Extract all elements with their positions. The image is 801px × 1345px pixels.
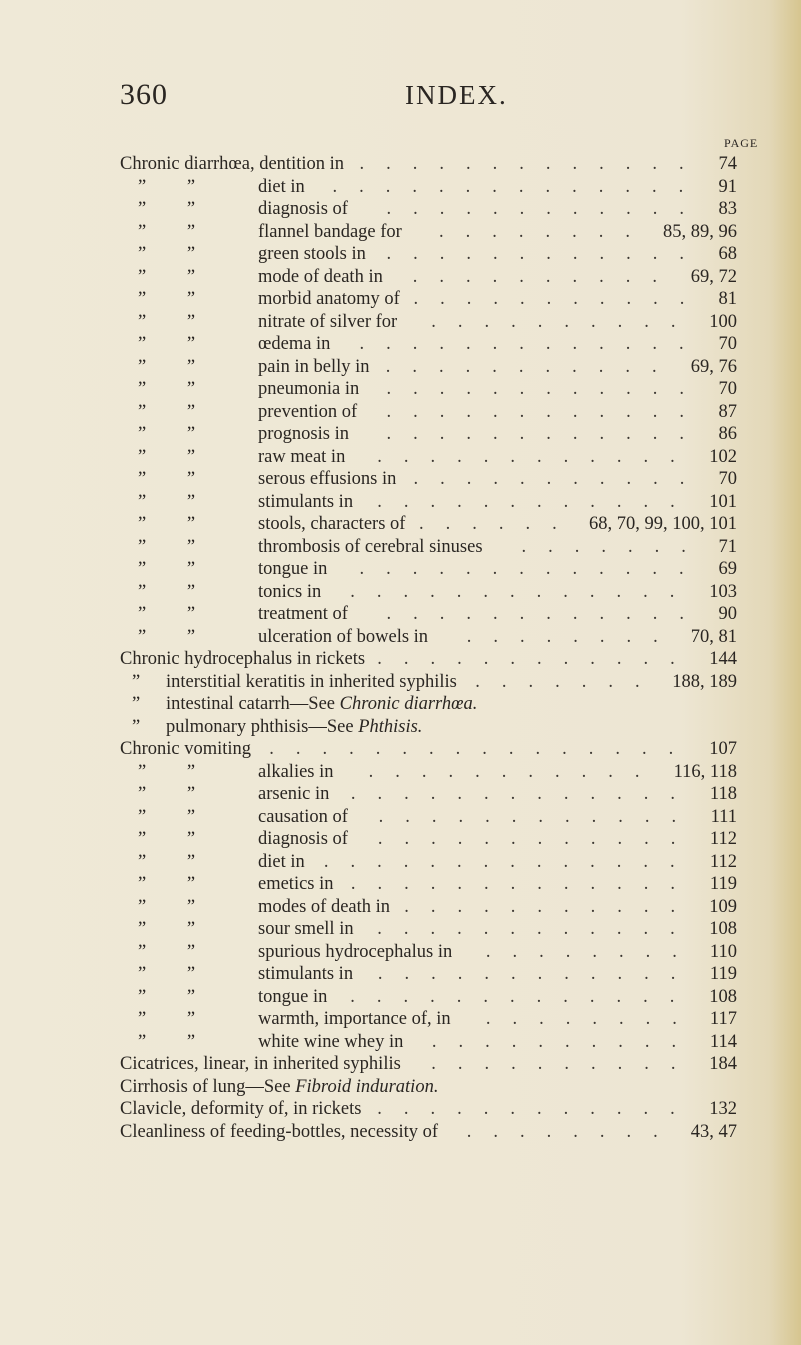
index-entry [0,378,801,401]
dot-leader: ........ [485,941,699,962]
index-entry [0,828,801,851]
entry-heading: prevention of [258,401,358,422]
entry-heading: diet in [258,176,305,197]
dot-leader: ........... [385,356,679,377]
index-entry [0,266,801,289]
entry-heading: mode of death in [258,266,383,287]
page-reference: 69 [718,559,737,579]
page-reference: 108 [709,919,737,939]
entry-heading: diagnosis of [258,829,348,849]
ditto-marks: ” ” [138,919,196,939]
ditto-marks: ” ” [138,829,196,849]
index-entry [0,738,801,761]
dot-leader: ............ [386,401,706,422]
index-entry [0,671,801,694]
dot-leader: ............ [377,964,698,984]
index-entry [0,1076,801,1099]
ditto-marks: ” ” [138,491,196,512]
ditto-marks: ” ” [138,401,196,422]
index-entry [0,693,801,716]
dot-leader: ........ [439,221,652,242]
dot-leader: .......... [412,266,679,287]
dot-leader: ............. [359,334,706,354]
index-entry [0,176,801,199]
page-reference: 70 [718,469,737,489]
page-reference: 83 [718,199,737,219]
index-entry [0,806,801,829]
page-number: 360 [120,78,168,111]
page-reference: 188, 189 [672,671,737,692]
dot-leader: ............. [350,874,698,894]
dot-leader: .......... [431,1054,698,1074]
dot-leader: ............ [386,199,706,219]
page-reference: 69, 76 [690,356,737,377]
ditto-marks: ” ” [138,1031,196,1052]
page-reference: 112 [709,829,737,849]
index-entry [0,446,801,469]
index-entry [0,401,801,424]
dot-leader: ........ [466,626,680,647]
entry-heading: interstitial keratitis in inherited syphilis [166,671,457,692]
entry-heading: tongue in [258,986,328,1007]
entry-heading: Chronic hydrocephalus in rickets [120,649,366,669]
page-column-label: PAGE [724,136,759,150]
entry-heading: morbid anatomy of [258,289,400,309]
ditto-marks: ” ” [138,424,196,444]
dot-leader: ............ [386,424,706,444]
entry-heading: pain in belly in [258,356,370,377]
index-entry [0,198,801,221]
page-reference: 86 [718,424,737,444]
entry-heading: Cirrhosis of lung—See Fibroid induration. [120,1076,439,1097]
dot-leader: ...... [419,514,579,534]
entry-heading: diet in [258,851,305,872]
ditto-marks: ” ” [138,559,196,579]
index-entry [0,333,801,356]
dot-leader: ....... [475,671,662,692]
ditto-marks: ” ” [138,176,196,197]
index-entry [0,603,801,626]
cross-reference: Chronic diarrhœa. [339,694,478,714]
index-entry [0,243,801,266]
entry-heading: flannel bandage for [258,221,402,242]
ditto-marks: ” ” [138,334,196,354]
running-head: INDEX. [405,80,508,110]
dot-leader: ........... [404,896,698,917]
index-entry [0,963,801,986]
dot-leader: ............. [350,986,697,1007]
index-entry [0,468,801,491]
page-reference: 91 [718,176,737,197]
ditto-marks: ” ” [138,514,196,534]
ditto-marks: ” ” [138,806,196,827]
entry-heading: intestinal catarrh—See Chronic diarrhœa. [166,694,478,714]
entry-heading: ulceration of bowels in [258,626,429,647]
entry-heading: alkalies in [258,761,334,782]
dot-leader: ........... [413,289,707,309]
entry-heading: emetics in [258,874,334,894]
index-entry [0,761,801,784]
dot-leader: .............. [332,176,706,197]
index-entry [0,1031,801,1054]
dot-leader: ............ [377,1099,697,1119]
page-reference: 70 [718,334,737,354]
index-entry [0,626,801,649]
index-entries [0,153,801,1143]
page-reference: 81 [718,289,737,309]
dot-leader: ............ [377,919,697,939]
index-entry [0,153,801,176]
page-reference: 116, 118 [673,761,737,782]
dot-leader: ............ [386,379,706,399]
index-entry [0,288,801,311]
entry-heading: white wine whey in [258,1031,404,1052]
dot-leader: ........ [466,1121,680,1142]
index-entry [0,918,801,941]
index-entry [0,491,801,514]
dot-leader: ............. [359,154,706,174]
page-reference: 101 [709,491,737,512]
page-reference: 108 [709,986,737,1007]
page-reference: 102 [709,446,737,467]
index-entry [0,896,801,919]
index-entry [0,648,801,671]
page-reference: 100 [709,311,737,332]
entry-heading: œdema in [258,334,331,354]
page-reference: 117 [709,1009,737,1029]
page-reference: 112 [709,851,737,872]
dot-leader: ................ [269,739,696,759]
ditto-marks: ” ” [138,896,196,917]
ditto-marks: ” ” [138,356,196,377]
entry-heading: Chronic vomiting [120,739,252,759]
page-reference: 70, 81 [690,626,737,647]
entry-heading: serous effusions in [258,469,397,489]
dot-leader: .......... [431,1031,699,1052]
entry-heading: Cleanliness of feeding-bottles, necessity of [120,1121,439,1142]
index-entry [0,941,801,964]
index-entry [0,986,801,1009]
page-reference: 103 [709,581,737,602]
cross-reference: Fibroid induration. [295,1076,439,1097]
entry-heading: stools, characters of [258,514,406,534]
entry-heading: arsenic in [258,784,330,804]
ditto-marks: ” ” [138,784,196,804]
entry-heading: tongue in [258,559,328,579]
page-reference: 85, 89, 96 [663,221,737,242]
index-entry [0,1053,801,1076]
page-reference: 87 [718,401,737,422]
page-reference: 68 [718,244,737,264]
entry-heading: green stools in [258,244,366,264]
ditto-marks: ” ” [138,581,196,602]
entry-heading: stimulants in [258,964,354,984]
index-entry [0,356,801,379]
index-entry [0,311,801,334]
dot-leader: ............ [377,446,697,467]
entry-heading: causation of [258,806,348,827]
ditto-marks: ” ” [138,379,196,399]
dot-leader: .............. [323,851,697,872]
ditto-marks: ” ” [138,986,196,1007]
entry-heading: tonics in [258,581,322,602]
dot-leader: ............. [350,784,698,804]
ditto-marks: ” [132,716,141,737]
ditto-marks: ” ” [138,1009,196,1029]
entry-heading: Clavicle, deformity of, in rickets [120,1099,362,1119]
ditto-marks: ” ” [138,964,196,984]
entry-heading: Chronic diarrhœa, dentition in [120,154,345,174]
dot-leader: ............. [350,581,697,602]
ditto-marks: ” ” [138,874,196,894]
ditto-marks: ” ” [138,199,196,219]
ditto-marks: ” ” [138,851,196,872]
entry-heading: pulmonary phthisis—See Phthisis. [166,716,423,737]
index-entry [0,536,801,559]
ditto-marks: ” ” [138,266,196,287]
ditto-marks: ” ” [138,446,196,467]
dot-leader: ........... [413,469,707,489]
index-entry [0,558,801,581]
dot-leader: ........ [485,1009,699,1029]
index-entry [0,1098,801,1121]
index-entry [0,783,801,806]
dot-leader: ............ [377,829,698,849]
page-reference: 70 [718,379,737,399]
ditto-marks: ” ” [138,536,196,557]
dot-leader: .......... [431,311,698,332]
page-reference: 114 [709,1031,737,1052]
ditto-marks: ” ” [138,469,196,489]
entry-heading: diagnosis of [258,199,348,219]
page-reference: 119 [709,964,737,984]
ditto-marks: ” ” [138,289,196,309]
index-entry [0,221,801,244]
page-reference: 74 [718,154,737,174]
entry-heading: modes of death in [258,896,391,917]
entry-heading: thrombosis of cerebral sinuses [258,536,483,557]
ditto-marks: ” [132,671,141,692]
entry-heading: warmth, importance of, in [258,1009,451,1029]
page-reference: 110 [709,941,737,962]
page-reference: 90 [718,604,737,624]
ditto-marks: ” ” [138,244,196,264]
entry-heading: nitrate of silver for [258,311,398,332]
entry-heading: pneumonia in [258,379,360,399]
ditto-marks: ” ” [138,311,196,332]
dot-leader: ............ [378,806,699,827]
ditto-marks: ” [132,694,141,714]
entry-heading: spurious hydrocephalus in [258,941,453,962]
page-reference: 118 [709,784,737,804]
dot-leader: ............ [377,491,697,512]
ditto-marks: ” ” [138,941,196,962]
page-reference: 68, 70, 99, 100, 101 [589,514,737,534]
entry-heading: Cicatrices, linear, in inherited syphilis [120,1054,401,1074]
ditto-marks: ” ” [138,626,196,647]
ditto-marks: ” ” [138,221,196,242]
entry-heading: prognosis in [258,424,349,444]
page-reference: 184 [709,1054,737,1074]
dot-leader: ....... [521,536,708,557]
page-reference: 107 [709,739,737,759]
index-entry [0,873,801,896]
entry-heading: sour smell in [258,919,354,939]
ditto-marks: ” ” [138,761,196,782]
index-entry [0,1121,801,1144]
page-reference: 71 [718,536,737,557]
page-reference: 43, 47 [690,1121,737,1142]
dot-leader: ............ [386,244,706,264]
page-reference: 132 [709,1099,737,1119]
index-entry [0,851,801,874]
page-reference: 144 [709,649,737,669]
dot-leader: ............. [359,559,706,579]
entry-heading: treatment of [258,604,348,624]
dot-leader: ............ [386,604,706,624]
dot-leader: ............ [377,649,697,669]
cross-reference: Phthisis. [358,716,423,737]
entry-heading: stimulants in [258,491,354,512]
dot-leader: ........... [368,761,662,782]
ditto-marks: ” ” [138,604,196,624]
index-entry [0,513,801,536]
page-reference: 119 [709,874,737,894]
index-entry [0,581,801,604]
page-reference: 69, 72 [690,266,737,287]
index-entry [0,423,801,446]
page-reference: 109 [709,896,737,917]
entry-heading: raw meat in [258,446,346,467]
page-reference: 111 [710,806,737,827]
index-entry [0,716,801,739]
index-entry [0,1008,801,1031]
